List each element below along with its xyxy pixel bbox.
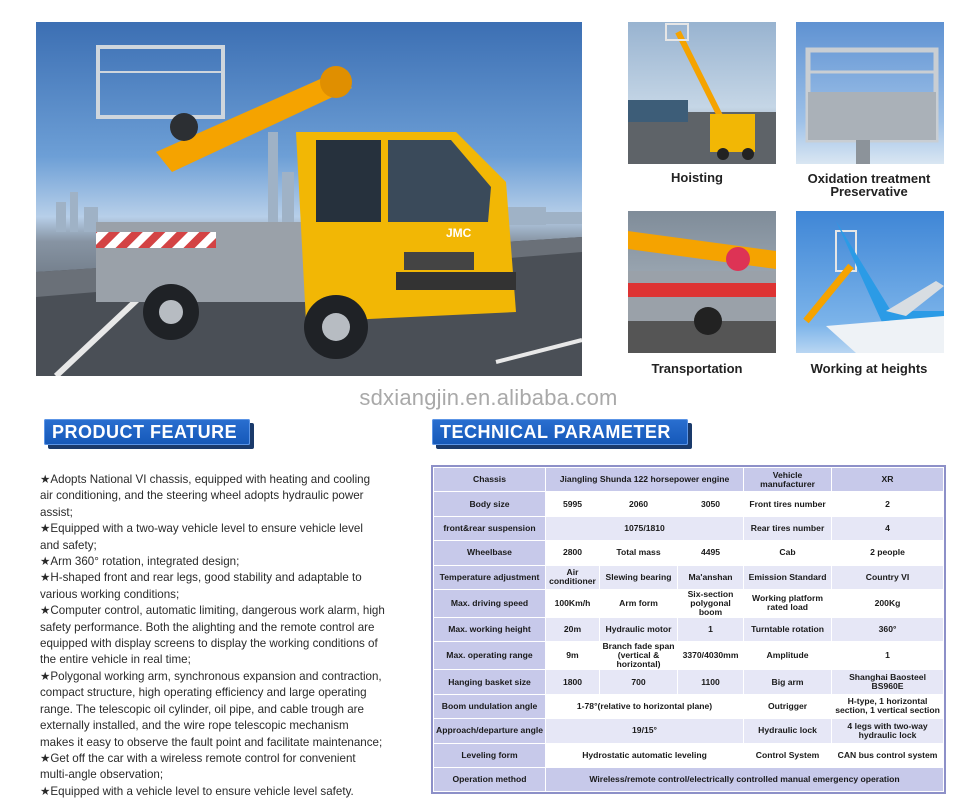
param-value: 3370/4030mm (678, 642, 744, 670)
param-label: Hydraulic lock (744, 719, 832, 743)
transportation-photo (628, 211, 776, 353)
param-label: Cab (744, 541, 832, 565)
table-row (434, 516, 944, 540)
param-value: 3050 (678, 492, 744, 516)
param-value: 2 people (832, 541, 944, 565)
param-label: Rear tires number (744, 516, 832, 540)
param-value: 360° (832, 617, 944, 641)
feature-item: ★Polygonal working arm, synchronous expansion and contraction, compact structure, high operating efficiency and large operating range. The telescopic oil cylinder, oil pipe, and cable trough are externally installed, and the wire rope telescopic mechanism makes it easy to observe the fault point and facilitate maintenance; (40, 669, 383, 749)
param-label: Turntable rotation (744, 617, 832, 641)
param-value: 1 (832, 642, 944, 670)
caption-transportation: Transportation (651, 361, 743, 376)
param-value: 1100 (678, 670, 744, 694)
param-value: 700 (600, 670, 678, 694)
param-value: 1075/1810 (546, 516, 744, 540)
technical-parameter-table (433, 467, 944, 792)
param-label: Outrigger (744, 694, 832, 718)
param-label: Front tires number (744, 492, 832, 516)
feature-item: ★Computer control, automatic limiting, dangerous work alarm, high safety performance. Both the alighting and the remote control are equipped with display screens to display the working conditions of the entire vehicle in real time; (40, 604, 385, 667)
table-row (434, 468, 944, 492)
table-row (434, 670, 944, 694)
param-label: Hydraulic motor (600, 617, 678, 641)
table-row (434, 767, 944, 791)
param-value: 200Kg (832, 589, 944, 617)
param-label: Leveling form (434, 743, 546, 767)
param-value: 1 (678, 617, 744, 641)
param-label: Wheelbase (434, 541, 546, 565)
param-label: Hanging basket size (434, 670, 546, 694)
feature-item: ★Equipped with a vehicle level to ensure vehicle level safety. (40, 784, 354, 798)
param-value: 9m (546, 642, 600, 670)
product-feature-heading: PRODUCT FEATURE (44, 419, 250, 445)
param-label: front&rear suspension (434, 516, 546, 540)
param-label: Operation method (434, 767, 546, 791)
param-value: 20m (546, 617, 600, 641)
table-row (434, 694, 944, 718)
param-value: H-type, 1 horizontal section, 1 vertical section (832, 694, 944, 718)
param-value: 5995 (546, 492, 600, 516)
hoisting-photo (628, 22, 776, 164)
param-value: 100Km/h (546, 589, 600, 617)
table-row (434, 617, 944, 641)
table-row (434, 743, 944, 767)
table-row (434, 719, 944, 743)
working-at-heights-photo (796, 211, 944, 353)
param-label: Max. working height (434, 617, 546, 641)
param-value: Country VI (832, 565, 944, 589)
param-label: Total mass (600, 541, 678, 565)
param-label: Control System (744, 743, 832, 767)
table-row (434, 492, 944, 516)
param-value: 1-78°(relative to horizontal plane) (546, 694, 744, 718)
param-label: Temperature adjustment (434, 565, 546, 589)
feature-item: ★Arm 360° rotation, integrated design; (40, 555, 240, 569)
oxidation-treatment-photo (796, 22, 944, 164)
technical-parameter-heading: TECHNICAL PARAMETER (432, 419, 688, 445)
param-value: Shanghai Baosteel BS960E (832, 670, 944, 694)
feature-item: ★Get off the car with a wireless remote control for convenient multi-angle observation; (40, 751, 356, 782)
param-value: 2 (832, 492, 944, 516)
param-label: Body size (434, 492, 546, 516)
param-label: Emission Standard (744, 565, 832, 589)
caption-working-at-heights: Working at heights (810, 361, 928, 376)
param-value: Six-section polygonal boom (678, 589, 744, 617)
feature-item: ★H-shaped front and rear legs, good stability and adaptable to various working conditions; (40, 571, 362, 601)
feature-item: ★Adopts National VI chassis, equipped with heating and cooling air conditioning, and the steering wheel adopts hydraulic power assist; (40, 473, 371, 519)
param-value: 1800 (546, 670, 600, 694)
hero-truck-photo (36, 22, 582, 376)
param-label: Max. operating range (434, 642, 546, 670)
param-value: XR (832, 468, 944, 492)
param-label: Arm form (600, 589, 678, 617)
param-label: Chassis (434, 468, 546, 492)
watermark: sdxiangjin.en.alibaba.com (359, 385, 618, 410)
table-row (434, 565, 944, 589)
param-label: Working platform rated load (744, 589, 832, 617)
hero-truck-brand: JMC (446, 226, 472, 240)
param-value: Hydrostatic automatic leveling (546, 743, 744, 767)
param-value: 2800 (546, 541, 600, 565)
param-label: Big arm (744, 670, 832, 694)
feature-item: ★Equipped with a two-way vehicle level to ensure vehicle level and safety; (40, 522, 363, 552)
param-label: Boom undulation angle (434, 694, 546, 718)
param-label: Vehicle manufacturer (744, 468, 832, 492)
param-value: 2060 (600, 492, 678, 516)
param-value: Jiangling Shunda 122 horsepower engine (546, 468, 744, 492)
param-value: Air conditioner (546, 565, 600, 589)
table-row (434, 589, 944, 617)
param-value: CAN bus control system (832, 743, 944, 767)
param-label: Branch fade span (vertical & horizontal) (600, 642, 678, 670)
param-value: 19/15° (546, 719, 744, 743)
param-value: Wireless/remote control/electrically controlled manual emergency operation (546, 767, 944, 791)
param-label: Slewing bearing (600, 565, 678, 589)
param-value: Ma'anshan (678, 565, 744, 589)
param-label: Max. driving speed (434, 589, 546, 617)
param-label: Approach/departure angle (434, 719, 546, 743)
table-row (434, 642, 944, 670)
param-value: 4 (832, 516, 944, 540)
param-label: Amplitude (744, 642, 832, 670)
table-row (434, 541, 944, 565)
param-value: 4 legs with two-way hydraulic lock (832, 719, 944, 743)
caption-oxidation-treatment: Oxidation treatment Preservative (807, 171, 931, 199)
feature-list (40, 472, 385, 800)
caption-hoisting: Hoisting (671, 170, 723, 185)
param-value: 4495 (678, 541, 744, 565)
